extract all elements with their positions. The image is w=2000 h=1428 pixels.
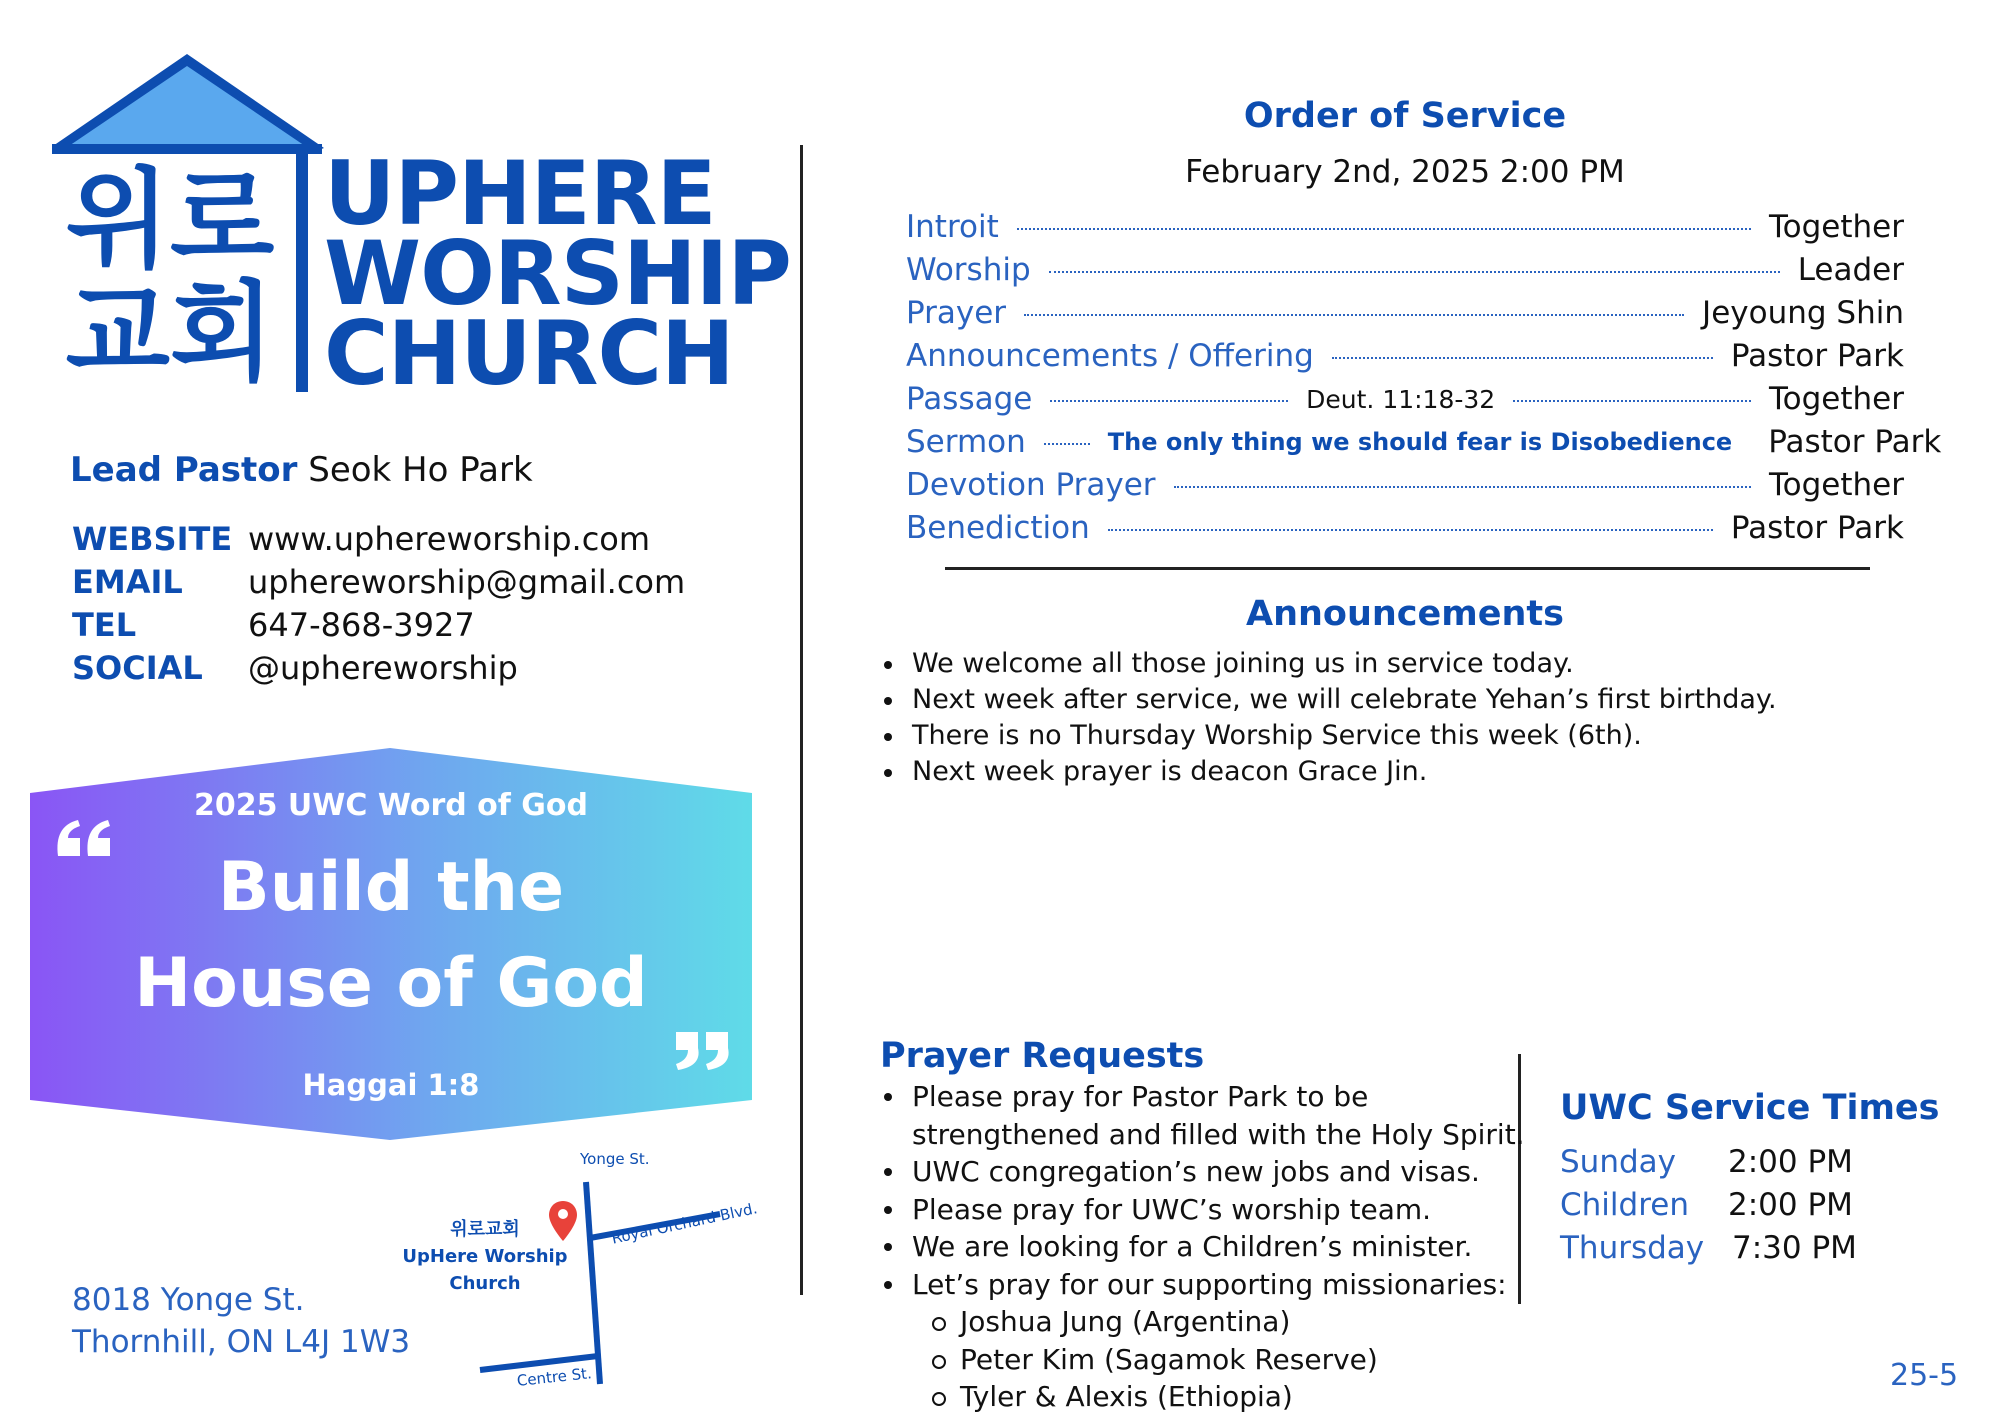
logo-line-1: UPHERE: [324, 142, 716, 245]
list-item: We welcome all those joining us in service today.: [880, 646, 1777, 682]
verse-reference: Haggai 1:8: [302, 1068, 480, 1102]
service-row-introit: [906, 207, 1904, 247]
list-item: Please pray for UWC’s worship team.: [880, 1191, 1525, 1229]
service-row-passage: [906, 379, 1904, 419]
map-street-centre: Centre St.: [516, 1364, 593, 1390]
leader-dots: [1050, 400, 1288, 402]
social-handle[interactable]: @uphereworship: [248, 649, 518, 687]
map-korean-name: 위로교회: [450, 1219, 520, 1240]
service-item: Devotion Prayer: [906, 467, 1156, 503]
service-leader: Together: [1768, 209, 1904, 245]
logo-line-3: CHURCH: [324, 302, 734, 405]
service-day: Sunday: [1560, 1144, 1676, 1180]
service-row-prayer: [906, 293, 1904, 333]
missionary-item: Tyler & Alexis (Ethiopia): [880, 1378, 1525, 1416]
contact-label: EMAIL: [72, 563, 183, 601]
map-street-royal: Royal Orchard Blvd.: [610, 1199, 759, 1248]
logo-line-2: WORSHIP: [324, 222, 791, 325]
service-item: Sermon: [906, 424, 1026, 460]
service-leader: Pastor Park: [1768, 424, 1942, 460]
email-link[interactable]: uphereworship@gmail.com: [248, 563, 686, 601]
service-item: Prayer: [906, 295, 1007, 331]
service-leader: Pastor Park: [1730, 510, 1904, 546]
service-leader: Together: [1768, 467, 1904, 503]
lead-pastor-label: Lead Pastor: [70, 450, 298, 490]
address-line-1: 8018 Yonge St.: [72, 1282, 305, 1318]
address-line-2: Thornhill, ON L4J 1W3: [72, 1324, 411, 1360]
service-leader: Together: [1768, 381, 1904, 417]
leader-dots: [1513, 400, 1751, 402]
lead-pastor: [70, 450, 533, 490]
vertical-divider: [800, 145, 803, 1295]
prayer-requests-title: Prayer Requests: [880, 1036, 1205, 1076]
close-quote-icon: [670, 1030, 732, 1072]
contact-label: TEL: [72, 606, 137, 644]
service-leader: Pastor Park: [1730, 338, 1904, 374]
passage-reference: Deut. 11:18-32: [1306, 384, 1496, 414]
leader-dots: [1049, 271, 1780, 273]
service-date: February 2nd, 2025 2:00 PM: [1185, 154, 1625, 190]
phone-link[interactable]: 647-868-3927: [248, 606, 475, 644]
missionary-item: Peter Kim (Sagamok Reserve): [880, 1341, 1525, 1379]
logo-korean-top: 위로: [65, 158, 275, 283]
service-item: Worship: [906, 252, 1031, 288]
issue-code: 25-5: [1890, 1358, 1959, 1393]
map-name-line-2: Church: [449, 1273, 521, 1294]
service-row-benediction: [906, 508, 1904, 548]
service-leader: Leader: [1797, 252, 1904, 288]
service-item: Benediction: [906, 510, 1090, 546]
service-day: Children: [1560, 1187, 1689, 1223]
church-logo: [52, 52, 791, 405]
service-time: 2:00 PM: [1728, 1144, 1853, 1180]
announcements-title: Announcements: [1246, 594, 1564, 634]
list-item: We are looking for a Children’s minister.: [880, 1228, 1525, 1266]
sermon-title: The only thing we should fear is Disobedience: [1107, 428, 1733, 456]
list-item: UWC congregation’s new jobs and visas.: [880, 1153, 1525, 1191]
logo-korean-bottom: 교회: [65, 271, 275, 392]
location-map[interactable]: [400, 1148, 770, 1398]
leader-dots: [1044, 443, 1090, 445]
service-time: 7:30 PM: [1732, 1230, 1857, 1266]
service-item: Passage: [906, 381, 1033, 417]
announcements-list: [880, 646, 1777, 790]
leader-dots: [1017, 228, 1751, 230]
missionary-item: Joshua Jung (Argentina): [880, 1303, 1525, 1341]
verse-line-1: Build the: [217, 848, 565, 927]
service-item: Announcements / Offering: [906, 338, 1314, 374]
prayer-requests-list: [880, 1078, 1525, 1416]
service-row-announcements: [906, 336, 1904, 376]
list-item: Let’s pray for our supporting missionaries:: [880, 1266, 1525, 1304]
map-church-label: [400, 1216, 570, 1297]
horizontal-divider: [945, 567, 1870, 570]
service-times-title: UWC Service Times: [1560, 1088, 1940, 1128]
map-street-yonge: Yonge St.: [580, 1150, 650, 1168]
list-item: Next week after service, we will celebrate Yehan’s first birthday.: [880, 682, 1777, 718]
service-row-devotion: [906, 465, 1904, 505]
service-day: Thursday: [1560, 1230, 1705, 1266]
list-item: There is no Thursday Worship Service this week (6th).: [880, 718, 1777, 754]
list-item: Next week prayer is deacon Grace Jin.: [880, 754, 1777, 790]
leader-dots: [1174, 486, 1751, 488]
contact-label: WEBSITE: [72, 520, 233, 558]
website-link[interactable]: www.uphereworship.com: [248, 520, 651, 558]
service-row-worship: [906, 250, 1904, 290]
service-row-sermon: [906, 422, 1942, 462]
leader-dots: [1108, 529, 1713, 531]
service-leader: Jeyoung Shin: [1702, 295, 1904, 331]
verse-heading: 2025 UWC Word of God: [193, 788, 588, 823]
contact-label: SOCIAL: [72, 649, 203, 687]
verse-line-2: House of God: [134, 944, 648, 1023]
order-of-service-title: Order of Service: [1243, 96, 1567, 136]
list-item-continued: strengthened and filled with the Holy Spirit.: [912, 1117, 1525, 1151]
leader-dots: [1024, 314, 1684, 316]
service-item: Introit: [906, 209, 999, 245]
service-time: 2:00 PM: [1728, 1187, 1853, 1223]
map-name-line-1: UpHere Worship: [402, 1246, 568, 1267]
leader-dots: [1332, 357, 1713, 359]
verse-banner: [30, 748, 752, 1140]
list-item: Please pray for Pastor Park to be: [880, 1078, 1525, 1116]
lead-pastor-name: Seok Ho Park: [308, 450, 533, 490]
